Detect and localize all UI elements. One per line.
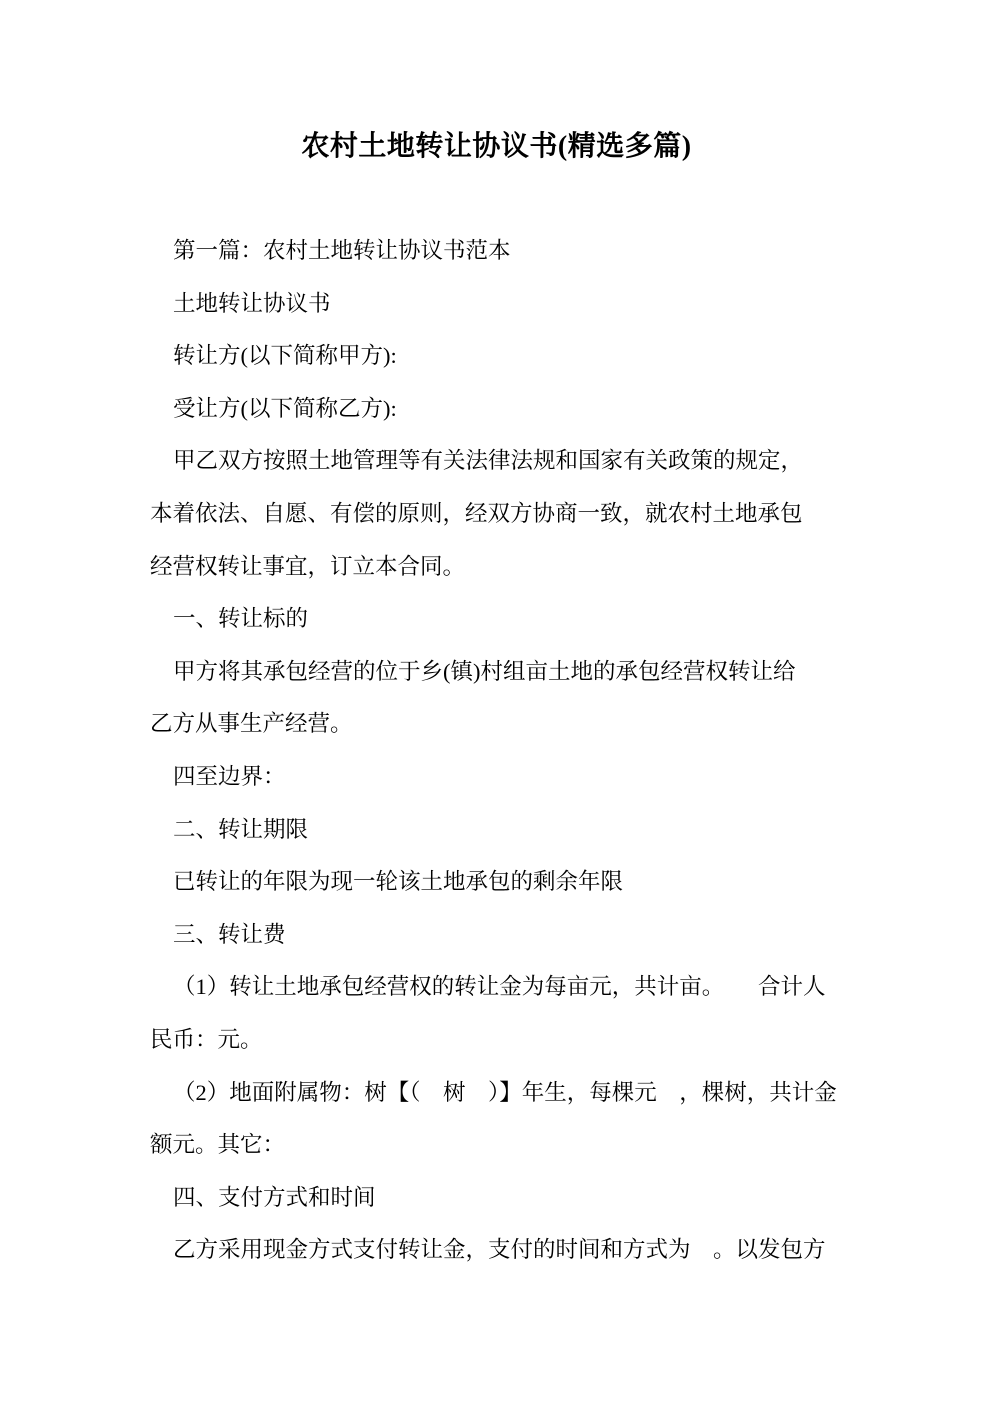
text-line: 一、转让标的 xyxy=(173,606,309,632)
document-body xyxy=(150,225,870,1277)
paragraph xyxy=(150,593,870,646)
text-line: 经营权转让事宜，订立本合同。 xyxy=(150,553,466,579)
paragraph xyxy=(150,1172,870,1225)
paragraph xyxy=(150,225,870,278)
text-line: 三、转让费 xyxy=(173,921,286,947)
text-line: 额元。其它： xyxy=(150,1132,286,1158)
paragraph xyxy=(150,961,870,1066)
text-line: 乙方从事生产经营。 xyxy=(150,711,353,737)
paragraph xyxy=(150,1067,870,1172)
paragraph xyxy=(150,804,870,857)
paragraph xyxy=(150,909,870,962)
text-line: 乙方采用现金方式支付转让金，支付的时间和方式为 。以发包方 xyxy=(173,1237,826,1263)
text-line: 转让方(以下简称甲方): xyxy=(173,343,397,369)
text-line: （1）转让土地承包经营权的转让金为每亩元，共计亩。 合计人 xyxy=(173,974,826,1000)
paragraph xyxy=(150,330,870,383)
paragraph xyxy=(150,856,870,909)
text-line: 甲方将其承包经营的位于乡(镇)村组亩土地的承包经营权转让给 xyxy=(173,658,796,684)
text-line: 甲乙双方按照土地管理等有关法律法规和国家有关政策的规定， xyxy=(173,448,804,474)
text-line: 已转让的年限为现一轮该土地承包的剩余年限 xyxy=(173,869,624,895)
text-line: 二、转让期限 xyxy=(173,816,309,842)
text-line: 本着依法、自愿、有偿的原则，经双方协商一致，就农村土地承包 xyxy=(150,500,803,526)
paragraph xyxy=(150,278,870,331)
text-line: （2）地面附属物：树【（ 树 ）】年生，每棵元 ，棵树，共计金 xyxy=(173,1079,837,1105)
paragraph xyxy=(150,1224,870,1277)
paragraph xyxy=(150,751,870,804)
paragraph xyxy=(150,646,870,751)
text-line: 第一篇：农村土地转让协议书范本 xyxy=(173,238,511,263)
paragraph xyxy=(150,383,870,436)
text-line: 四至边界： xyxy=(173,763,286,789)
text-line: 四、支付方式和时间 xyxy=(173,1184,376,1210)
document-title: 农村土地转让协议书(精选多篇) xyxy=(301,131,692,162)
paragraph xyxy=(150,435,870,593)
text-line: 受让方(以下简称乙方): xyxy=(173,395,397,421)
text-line: 民币：元。 xyxy=(150,1026,263,1052)
text-line: 土地转让协议书 xyxy=(173,290,331,316)
